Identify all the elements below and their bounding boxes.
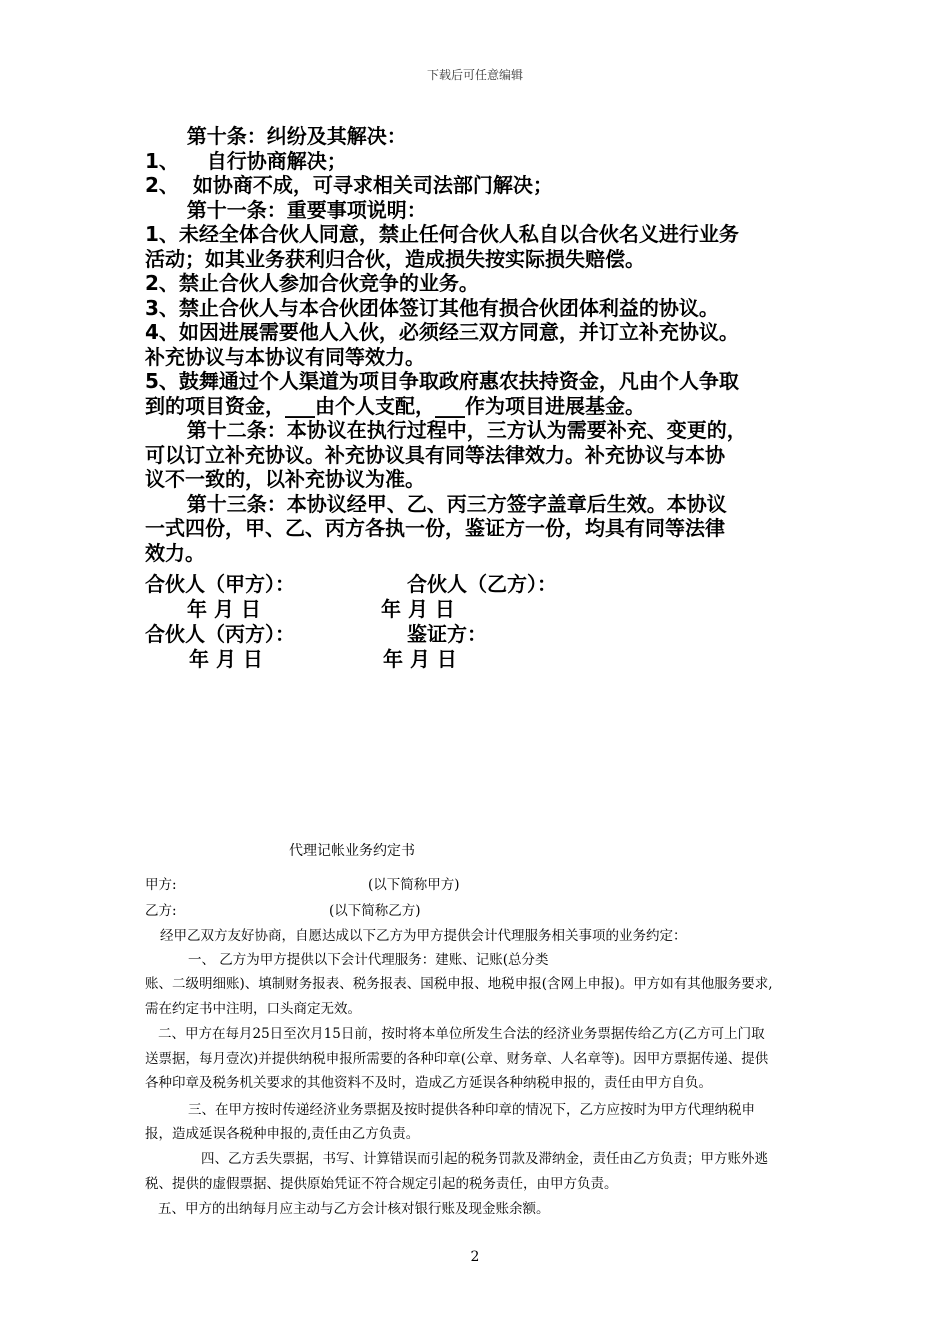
clause-line: 活动；如其业务获利归合伙，造成损失按实际损失赔偿。 <box>145 246 645 271</box>
clause-line: 补充协议与本协议有同等效力。 <box>145 344 425 369</box>
clause-line: 效力。 <box>145 540 205 565</box>
party-a-label: 甲方: <box>145 877 177 893</box>
clause-line: 第十三条：本协议经甲、乙、丙三方签字盖章后生效。本协议 <box>145 491 727 516</box>
clause-line: 可以订立补充协议。补充协议具有同等法律效力。补充协议与本协 <box>145 442 725 467</box>
item4-line2: 税、提供的虚假票据、提供原始凭证不符合规定引起的税务责任，由甲方负责。 <box>145 1176 618 1192</box>
clause-line: 2、禁止合伙人参加合伙竞争的业务。 <box>145 271 479 295</box>
party-b-label: 乙方: <box>145 903 177 919</box>
party-a-signature-label: 合伙人（甲方）： <box>145 572 295 596</box>
contract-intro: 经甲乙双方友好协商，自愿达成以下乙方为甲方提供会计代理服务相关事项的业务约定： <box>160 928 687 944</box>
contract-title: 代理记帐业务约定书 <box>289 843 415 859</box>
clause-line: 4、如因进展需要他人入伙，必须经三双方同意，并订立补充协议。 <box>145 320 739 344</box>
header-note: 下载后可任意编辑 <box>426 68 523 82</box>
witness-signature-label: 鉴证方： <box>407 622 487 646</box>
party-b-signature-label: 合伙人（乙方）： <box>407 572 557 596</box>
clause-line: 2、 如协商不成，可寻求相关司法部门解决； <box>145 173 553 197</box>
clause-line: 议不一致的，以补充协议为准。 <box>145 467 425 491</box>
party-c-date: 年 月 日 <box>189 647 263 671</box>
signature-block <box>145 572 825 672</box>
item1-line1: 一、 乙方为甲方提供以下会计代理服务：建账、记账(总分类 <box>188 952 549 968</box>
item1-line3: 需在约定书中注明，口头商定无效。 <box>145 1001 361 1017</box>
item4-line1: 四、乙方丢失票据，书写、计算错误而引起的税务罚款及滞纳金，责任由乙方负责；甲方账外逃 <box>201 1151 768 1167</box>
witness-date: 年 月 日 <box>383 647 457 671</box>
item2-line1: 二、甲方在每月25日至次月15日前，按时将本单位所发生合法的经济业务票据传给乙方(乙方可上门取 <box>158 1026 765 1042</box>
clause-line: 1、 自行协商解决； <box>145 148 347 173</box>
clause-line: 到的项目资金，___由个人支配，___作为项目进展基金。 <box>145 393 645 418</box>
party-b-note: (以下简称乙方) <box>329 903 421 919</box>
partnership-clauses <box>145 124 825 565</box>
party-b-date: 年 月 日 <box>381 597 455 621</box>
item2-line2: 送票据，每月壹次)并提供纳税申报所需要的各种印章(公章、财务章、人名章等)。因甲方票据传递、提供 <box>145 1051 769 1067</box>
party-c-signature-label: 合伙人（丙方）： <box>145 622 295 646</box>
clause-line: 第十条：纠纷及其解决： <box>145 124 407 148</box>
clause-line: 1、未经全体合伙人同意，禁止任何合伙人私自以合伙名义进行业务 <box>145 222 739 246</box>
item3-line2: 报，造成延误各税种申报的,责任由乙方负责。 <box>145 1126 420 1142</box>
clause-line: 5、鼓舞通过个人渠道为项目争取政府惠农扶持资金，凡由个人争取 <box>145 369 739 393</box>
item1-line2: 账、二级明细账)、填制财务报表、税务报表、国税申报、地税申报(含网上申报)。甲方如有其他服务要求, <box>145 976 773 992</box>
clause-line: 3、禁止合伙人与本合伙团体签订其他有损合伙团体利益的协议。 <box>145 295 719 320</box>
item5: 五、甲方的出纳每月应主动与乙方会计核对银行账及现金账余额。 <box>158 1201 550 1217</box>
clause-line: 第十一条：重要事项说明： <box>145 197 427 222</box>
item2-line3: 各种印章及税务机关要求的其他资料不及时，造成乙方延误各种纳税申报的，责任由甲方自负。 <box>145 1075 712 1091</box>
clause-line: 第十二条：本协议在执行过程中，三方认为需要补充、变更的， <box>145 418 747 442</box>
page-number: 2 <box>470 1249 480 1265</box>
clause-line: 一式四份，甲、乙、丙方各执一份，鉴证方一份，均具有同等法律 <box>145 516 725 540</box>
item3-line1: 三、在甲方按时传递经济业务票据及按时提供各种印章的情况下，乙方应按时为甲方代理纳税申 <box>188 1102 755 1118</box>
party-a-note: (以下简称甲方) <box>368 877 460 893</box>
party-a-date: 年 月 日 <box>187 597 261 621</box>
